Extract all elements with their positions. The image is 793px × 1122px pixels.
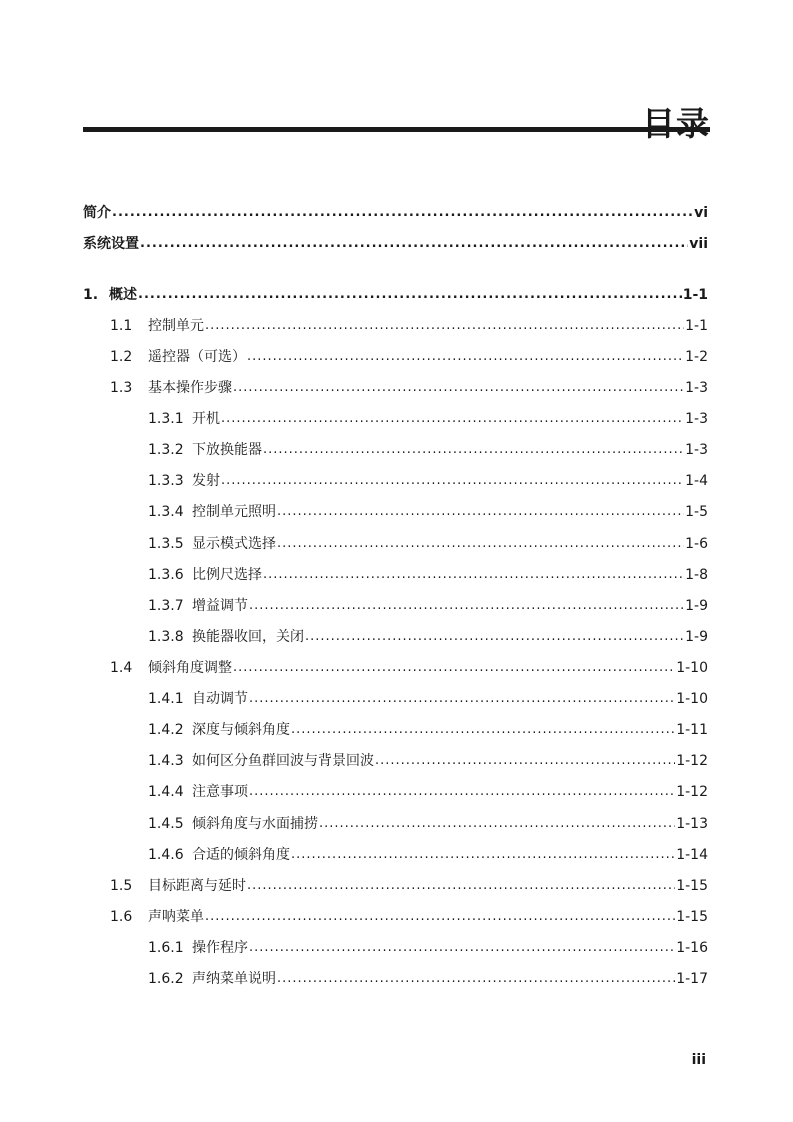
dot-leader <box>277 533 684 555</box>
toc-entry-number: 1.1 <box>110 318 133 334</box>
toc-entry[interactable] <box>83 346 708 368</box>
dot-leader <box>233 657 675 679</box>
toc-entry[interactable] <box>83 750 708 772</box>
toc-entry-page: vi <box>694 205 708 221</box>
toc-entry-title: 声纳菜单说明 <box>192 971 276 987</box>
toc-entry[interactable] <box>83 470 708 492</box>
toc-entry[interactable] <box>83 564 708 586</box>
toc-entry-system-setup[interactable] <box>83 233 708 255</box>
dot-leader <box>205 906 675 928</box>
toc-entry-number: 1.4.5 <box>148 816 184 832</box>
toc-entry-number: 1.4.2 <box>148 722 184 738</box>
toc-entry[interactable] <box>83 377 708 399</box>
toc-entry-number: 1.3.8 <box>148 629 184 645</box>
toc-entry-number: 1.4.1 <box>148 691 184 707</box>
toc-entry-title: 简介 <box>83 205 111 221</box>
toc-entry-page: 1-5 <box>685 504 708 520</box>
toc-entry-page: 1-13 <box>676 816 708 832</box>
toc-entry[interactable] <box>83 719 708 741</box>
toc-entry-number: 1.2 <box>110 349 133 365</box>
toc-entry-page: 1-4 <box>685 473 708 489</box>
dot-leader <box>247 875 675 897</box>
dot-leader <box>221 470 684 492</box>
toc-entry[interactable] <box>83 688 708 710</box>
toc-entry-page: 1-3 <box>685 411 708 427</box>
toc-entry-number: 1.6.1 <box>148 940 184 956</box>
toc-entry-page: vii <box>689 236 708 252</box>
toc-entry[interactable] <box>83 408 708 430</box>
dot-leader <box>249 937 675 959</box>
toc-entry-title: 目标距离与延时 <box>148 878 246 894</box>
toc-entry-chapter-1[interactable] <box>83 284 708 306</box>
dot-leader <box>233 377 684 399</box>
toc-entry-page: 1-17 <box>676 971 708 987</box>
toc-entry-page: 1-1 <box>685 318 708 334</box>
toc-entry-title: 遥控器（可选） <box>148 349 246 365</box>
dot-leader <box>249 595 684 617</box>
toc-entry-number: 1.3.6 <box>148 567 184 583</box>
toc-entry-title: 操作程序 <box>192 940 248 956</box>
page-number: iii <box>691 1052 706 1068</box>
toc-entry[interactable] <box>83 968 708 990</box>
toc-entry[interactable] <box>83 533 708 555</box>
toc-entry-title: 基本操作步骤 <box>148 380 232 396</box>
toc-entry-page: 1-8 <box>685 567 708 583</box>
toc-entry-number: 1.3.3 <box>148 473 184 489</box>
toc-entry-number: 1. <box>83 287 99 303</box>
dot-leader <box>138 284 682 306</box>
toc-entry-title: 控制单元 <box>148 318 204 334</box>
toc-entry-title: 倾斜角度与水面捕捞 <box>192 816 318 832</box>
dot-leader <box>375 750 675 772</box>
toc-entry-page: 1-12 <box>676 753 708 769</box>
toc-entry-number: 1.3.1 <box>148 411 184 427</box>
toc-entry-number: 1.3.7 <box>148 598 184 614</box>
dot-leader <box>277 501 684 523</box>
toc-entry-page: 1-15 <box>676 878 708 894</box>
toc-entry[interactable] <box>83 595 708 617</box>
toc-entry-number: 1.6.2 <box>148 971 184 987</box>
toc-entry-number: 1.3 <box>110 380 133 396</box>
toc-entry-title: 显示模式选择 <box>192 536 276 552</box>
toc-entry-title: 开机 <box>192 411 220 427</box>
toc-entry-page: 1-9 <box>685 598 708 614</box>
toc-entry-number: 1.4 <box>110 660 133 676</box>
toc-entry-title: 如何区分鱼群回波与背景回波 <box>192 753 374 769</box>
toc-entry-page: 1-6 <box>685 536 708 552</box>
toc-entry-title: 换能器收回，关闭 <box>192 629 304 645</box>
dot-leader <box>112 202 693 224</box>
dot-leader <box>319 813 675 835</box>
toc-entry[interactable] <box>83 626 708 648</box>
dot-leader <box>263 439 684 461</box>
toc-entry[interactable] <box>83 906 708 928</box>
dot-leader <box>140 233 688 255</box>
toc-entry-number: 1.5 <box>110 878 133 894</box>
dot-leader <box>291 844 675 866</box>
toc-entry[interactable] <box>83 315 708 337</box>
toc-entry-number: 1.3.5 <box>148 536 184 552</box>
toc-entry-title: 系统设置 <box>83 236 139 252</box>
toc-entry-number: 1.4.6 <box>148 847 184 863</box>
toc-entry-title: 合适的倾斜角度 <box>192 847 290 863</box>
toc-entry-page: 1-12 <box>676 784 708 800</box>
toc-entry-page: 1-1 <box>682 287 708 303</box>
title-rule <box>83 127 710 132</box>
toc-entry-page: 1-10 <box>676 691 708 707</box>
toc-entry-title: 倾斜角度调整 <box>148 660 232 676</box>
dot-leader <box>205 315 684 337</box>
toc-entry-page: 1-3 <box>685 380 708 396</box>
toc-entry[interactable] <box>83 439 708 461</box>
toc-entry-title: 控制单元照明 <box>192 504 276 520</box>
toc-entry-page: 1-14 <box>676 847 708 863</box>
dot-leader <box>249 781 675 803</box>
dot-leader <box>305 626 684 648</box>
dot-leader <box>247 346 684 368</box>
toc-entry-title: 声呐菜单 <box>148 909 204 925</box>
dot-leader <box>263 564 684 586</box>
toc-entry-number: 1.6 <box>110 909 133 925</box>
toc-entry-title: 自动调节 <box>192 691 248 707</box>
toc-entry[interactable] <box>83 844 708 866</box>
dot-leader <box>249 688 675 710</box>
toc-entry[interactable] <box>83 781 708 803</box>
toc-entry-page: 1-10 <box>676 660 708 676</box>
toc-entry[interactable] <box>83 937 708 959</box>
toc-entry[interactable] <box>83 501 708 523</box>
toc-entry[interactable] <box>83 875 708 897</box>
toc-entry-page: 1-16 <box>676 940 708 956</box>
toc-entry-number: 1.4.4 <box>148 784 184 800</box>
page-title: 目录 <box>642 104 710 143</box>
toc-entry-title: 发射 <box>192 473 220 489</box>
toc-entry-page: 1-3 <box>685 442 708 458</box>
toc-entry-title: 比例尺选择 <box>192 567 262 583</box>
toc-entry-page: 1-9 <box>685 629 708 645</box>
toc-entry-number: 1.3.4 <box>148 504 184 520</box>
toc-entry-title: 增益调节 <box>192 598 248 614</box>
toc-entry-title: 概述 <box>109 287 137 303</box>
toc-entry-title: 下放换能器 <box>192 442 262 458</box>
dot-leader <box>291 719 675 741</box>
dot-leader <box>277 968 675 990</box>
toc-entry-title: 深度与倾斜角度 <box>192 722 290 738</box>
toc-entry-title: 注意事项 <box>192 784 248 800</box>
toc-entry-page: 1-2 <box>685 349 708 365</box>
toc-entry[interactable] <box>83 813 708 835</box>
dot-leader <box>221 408 684 430</box>
toc-entry-number: 1.4.3 <box>148 753 184 769</box>
toc-entry-number: 1.3.2 <box>148 442 184 458</box>
toc-entry-intro[interactable] <box>83 202 708 224</box>
toc-entry-page: 1-11 <box>676 722 708 738</box>
toc-entry[interactable] <box>83 657 708 679</box>
toc-entry-page: 1-15 <box>676 909 708 925</box>
